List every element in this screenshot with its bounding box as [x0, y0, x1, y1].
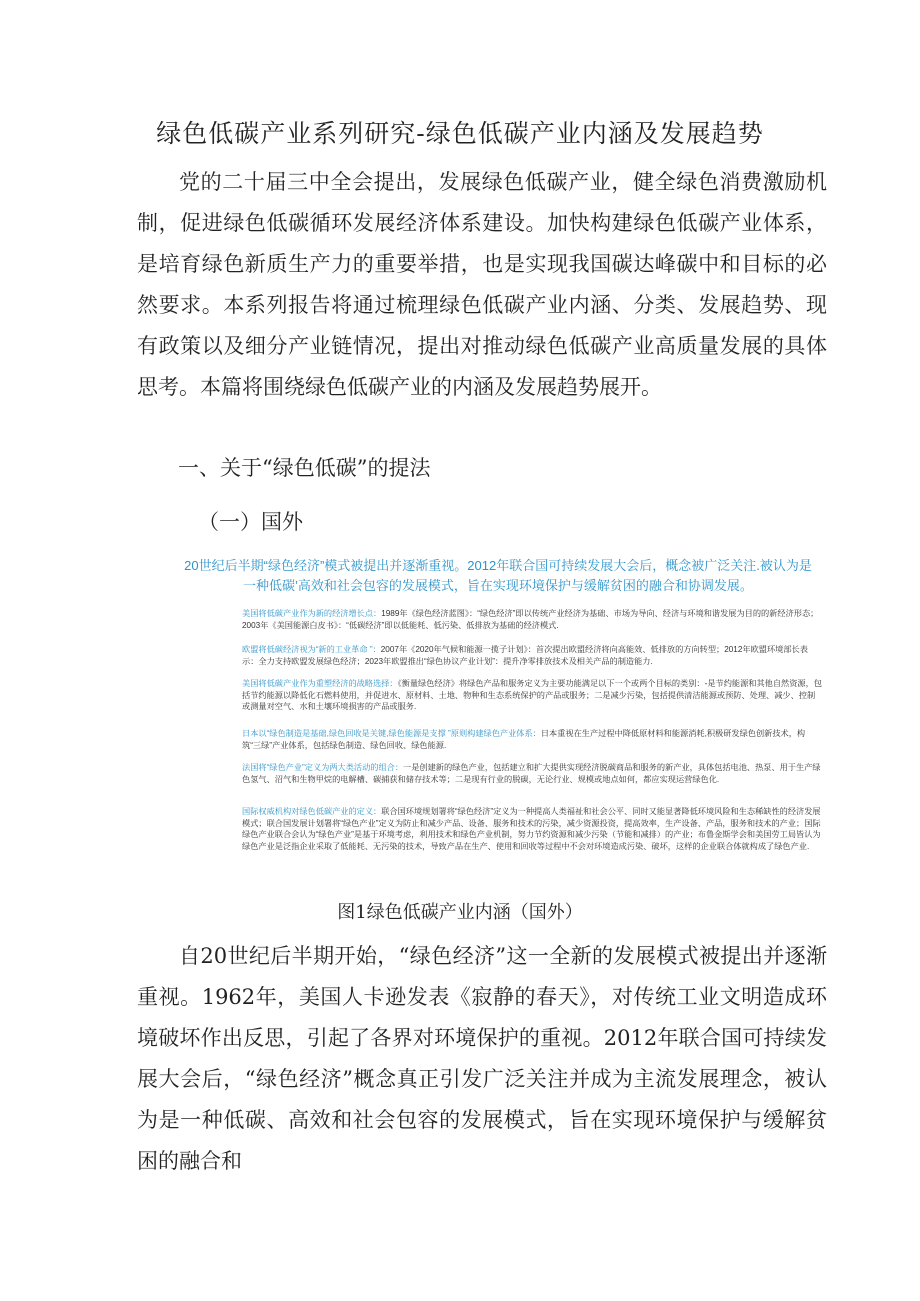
figure-item-japan	[242, 728, 822, 751]
figure-item-text: 联合国环境规划署将“绿色经济”定义为一种提高人类福祉和社会公平、同时又能显著降低环境风险和生态稀缺性的经济发展模式；联合国发展计划署将“绿色产业”定义为防止和减少产品、设备、服务和技术的污染，减少资源投资，提高效率，生产设备、产品，服务和技术的产业；国际绿色产业联合会认为“绿色产业”是基于环境考虑，利用技术和绿色产业机制，努力节约资源和减少污染（节能和减排）的产业；布鲁金斯学会和美国劳工局皆认为绿色产业是泛指企业采取了低能耗、无污染的技术，导致产品在生产、使用和回收等过程中不会对环境造成污染、破坏，这样的企业联合体就构成了绿色产业.	[242, 807, 821, 851]
figure-item-lead: 美国将低碳产业作为新的经济增长点：	[242, 609, 382, 618]
figure-header: 20世纪后半期“绿色经济”模式被提出并逐渐重视。2012年联合国可持续发展大会后，概念被广泛关注.被认为是一种低碳’高效和社会包容的发展模式，旨在实现环境保护与缓解贫困的融合和协调发展。	[184, 558, 812, 593]
intro-paragraph: 党的二十届三中全会提出，发展绿色低碳产业，健全绿色消费激励机制，促进绿色低碳循环发展经济体系建设。加快构建绿色低碳产业体系，是培育绿色新质生产力的重要举措，也是实现我国碳达峰碳中和目标的必然要求。本系列报告将通过梳理绿色低碳产业内涵、分类、发展趋势、现有政策以及细分产业链情况，提出对推动绿色低碳产业高质量发展的具体思考。本篇将围绕绿色低碳产业的内涵及发展趋势展开。	[137, 170, 827, 399]
figure-item-lead: 国际权威机构对绿色低碳产业的定义：	[242, 807, 382, 816]
figure-item-text: 2007年《2020年气候和能源一揽子计划》：首次提出欧盟经济将向高能效、低排放的方向转型；2012年欧盟环境部长表示：全力支持欧盟发展绿色经济；2023年欧盟推出“绿色协议产业计划”：提升净零排放技术及相关产品的制造能力.	[242, 645, 808, 666]
figure-item-international	[242, 806, 822, 852]
figure-item-lead: 欧盟将低碳经济视为“新的工业革命 ”：	[242, 645, 381, 654]
figure-item-usa-strategy	[242, 678, 822, 713]
figure-item-text: 1989年《绿色经济蓝图》：“绿色经济”即以传统产业经济为基础、市场为导向、经济与环境和谐发展为目的的新经济形态；2003年《美国能源白皮书》：“低碳经济”即以低能耗、低污染、低排放为基础的经济模式.	[242, 609, 819, 630]
body-paragraph: 自20世纪后半期开始，“绿色经济”这一全新的发展模式被提出并逐渐重视。1962年，美国人卡逊发表《寂静的春天》，对传统工业文明造成环境破坏作出反思，引起了各界对环境保护的重视。2012年联合国可持续发展大会后，“绿色经济”概念真正引发广泛关注并成为主流发展理念，被认为是一种低碳、高效和社会包容的发展模式，旨在实现环境保护与缓解贫困的融合和	[137, 944, 827, 1173]
subsection-heading: （一）国外	[198, 510, 303, 534]
figure-item-eu	[242, 644, 822, 667]
figure-item-france	[242, 762, 822, 785]
document-title: 绿色低碳产业系列研究-绿色低碳产业内涵及发展趋势	[156, 119, 764, 148]
figure-item-usa-growth	[242, 608, 822, 631]
figure-item-lead: 法国将“绿色产业”定义为两大类活动的组合：	[242, 763, 404, 772]
figure-item-lead: 日本以“绿色制造是基础,绿色回收是关键,绿色能源是支撑 ”原则构建绿色产业体系：	[242, 729, 541, 738]
section-heading: 一、关于“绿色低碳”的提法	[178, 456, 431, 480]
figure-item-text: 日本重视在生产过程中降低原材料和能源消耗,积极研发绿色创新技术，构筑“三绿”产业体系，包括绿色制造、绿色回收、绿色能源.	[242, 729, 806, 750]
figure-item-lead: 美国将低碳产业作为重塑经济的战略选择：	[242, 679, 398, 688]
figure-caption: 图1绿色低碳产业内涵（国外）	[337, 902, 583, 923]
figure-item-text: 一是创建新的绿色产业，包括建立和扩大提供实现经济脱碳商品和服务的新产业，具体包括电池、热泵、用于生产绿色氢气、沼气和生物甲烷的电解槽、碳捕获和储存技术等；二是现有行业的脱碳，无论行业、规模或地点如何，都应实现运营绿色化.	[242, 763, 821, 784]
figure-1	[170, 550, 826, 872]
figure-item-text: 《衡量绿色经济》将绿色产品和服务定义为主要功能满足以下一个或两个目标的类别：-是节约能源和其他自然资源，包括节约能源以降低化石燃料使用，并促进水、原材料、土地、物种和生态系统保护的产品或服务；二是减少污染，包括提供清洁能源或预防、处理、减少、控制或测量对空气、水和土壤环境损害的产品或服务.	[242, 679, 822, 711]
